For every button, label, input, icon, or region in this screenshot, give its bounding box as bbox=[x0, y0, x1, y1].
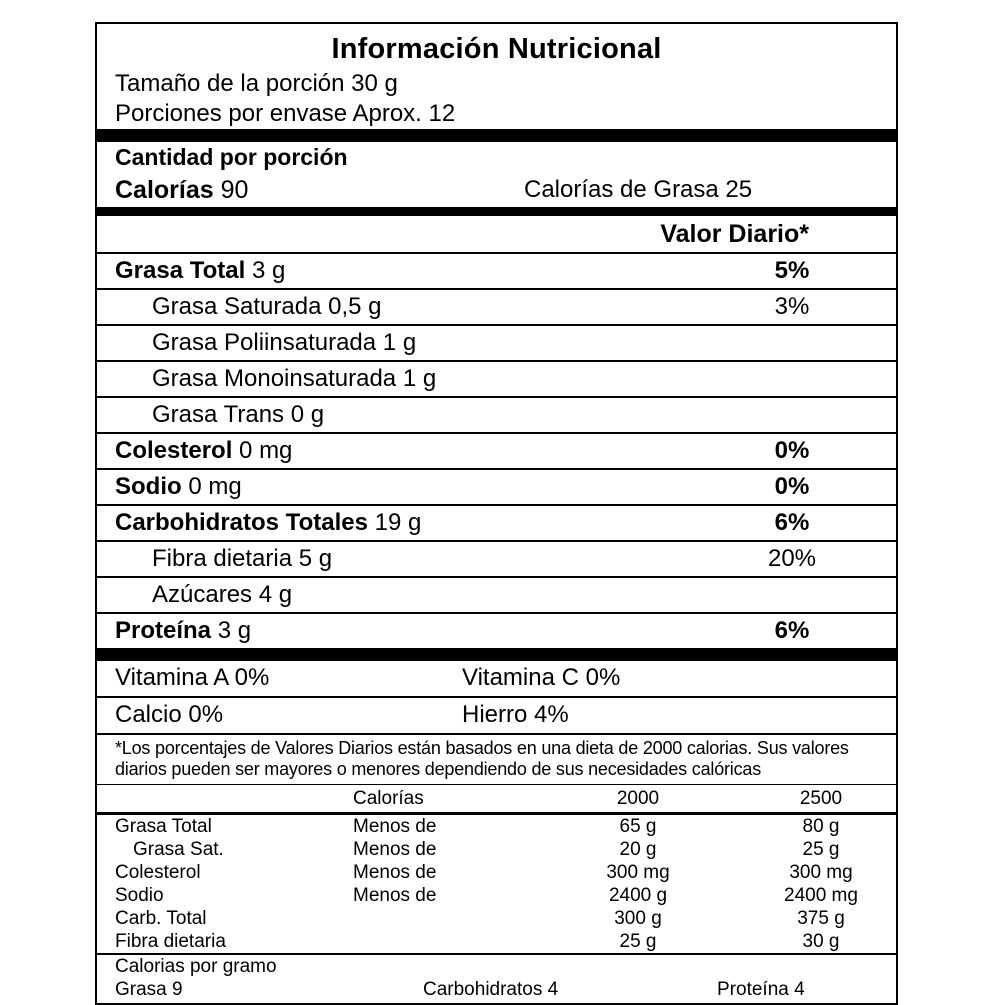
reference-table-cell: 300 mg bbox=[789, 862, 853, 883]
reference-table-cell: 25 g bbox=[802, 839, 840, 860]
reference-header-cell: 2500 bbox=[799, 788, 843, 809]
nutrient-name: Azúcares bbox=[152, 581, 253, 608]
reference-header-cell: 2000 bbox=[616, 788, 660, 809]
nutrient-daily-value: 6% bbox=[774, 509, 810, 536]
reference-table-row bbox=[97, 907, 914, 930]
daily-value-footnote: *Los porcentajes de Valores Diarios están basados en una dieta de 2000 calorias. Sus valores diarios pueden ser mayores o menores dependiendo de sus necesidades calóricas bbox=[115, 738, 849, 779]
nutrient-name: Grasa Total bbox=[115, 257, 246, 284]
nutrient-daily-value: 6% bbox=[774, 617, 810, 644]
reference-table-cell: 375 g bbox=[797, 908, 845, 929]
reference-table-cell bbox=[353, 930, 548, 953]
nutrient-name: Colesterol bbox=[115, 437, 233, 464]
calories-per-gram-protein: Proteína 4 bbox=[717, 979, 805, 1000]
nutrient-row bbox=[97, 396, 896, 432]
reference-header-row bbox=[97, 785, 914, 812]
vitamin-list bbox=[97, 661, 896, 733]
nutrient-row bbox=[97, 360, 896, 396]
calories-label: Calorías bbox=[115, 176, 214, 204]
reference-table-cell: Grasa Total bbox=[115, 816, 212, 837]
calories-per-gram-fat: Grasa 9 bbox=[115, 979, 183, 1000]
nutrient-name: Fibra dietaria bbox=[152, 545, 293, 572]
reference-table-cell: 30 g bbox=[802, 931, 840, 952]
reference-table-cell: 20 g bbox=[619, 839, 657, 860]
nutrient-value: 3 g bbox=[217, 617, 252, 644]
calories-per-gram-carbs: Carbohidratos 4 bbox=[423, 979, 559, 1000]
reference-table-cell: Menos de bbox=[353, 839, 437, 860]
serving-size: Tamaño de la porción 30 g bbox=[115, 70, 398, 97]
reference-header-cell: Calorías bbox=[353, 788, 424, 809]
divider-medium bbox=[97, 207, 896, 216]
reference-table-cell: Grasa Sat. bbox=[133, 839, 224, 860]
nutrient-daily-value: 0% bbox=[774, 437, 810, 464]
nutrient-daily-value: 3% bbox=[774, 293, 810, 320]
nutrient-row bbox=[97, 288, 896, 324]
page-title: Información Nutricional bbox=[331, 33, 662, 65]
nutrient-row bbox=[97, 504, 896, 540]
reference-table bbox=[97, 785, 914, 812]
reference-table-cell: Fibra dietaria bbox=[115, 931, 226, 952]
reference-table-row bbox=[97, 815, 914, 838]
nutrient-value: 0 mg bbox=[239, 437, 293, 464]
nutrient-row bbox=[97, 468, 896, 504]
nutrient-value: 0,5 g bbox=[328, 293, 382, 320]
nutrient-value: 4 g bbox=[258, 581, 293, 608]
servings-per-container: Porciones por envase Aprox. 12 bbox=[115, 100, 456, 127]
amount-per-serving-label: Cantidad por porción bbox=[115, 144, 348, 170]
reference-table-row bbox=[97, 838, 914, 861]
nutrient-name: Grasa Saturada bbox=[152, 293, 322, 320]
reference-table-row bbox=[97, 930, 914, 953]
nutrient-value: 3 g bbox=[251, 257, 286, 284]
reference-table-cell: Menos de bbox=[353, 862, 437, 883]
nutrient-value: 1 g bbox=[382, 329, 417, 356]
nutrient-value: 0 g bbox=[290, 401, 325, 428]
reference-table-wrapper bbox=[97, 784, 896, 812]
daily-value-header-row bbox=[97, 216, 896, 252]
reference-table-cell: 65 g bbox=[619, 816, 657, 837]
nutrient-daily-value: 20% bbox=[767, 545, 817, 572]
nutrition-facts-panel bbox=[95, 22, 898, 1005]
nutrient-name: Grasa Poliinsaturada bbox=[152, 329, 377, 356]
reference-table-cell bbox=[353, 907, 548, 930]
calories-per-gram-heading: Calorias por gramo bbox=[115, 956, 277, 977]
nutrient-name: Proteína bbox=[115, 617, 212, 644]
calories-per-gram-row bbox=[97, 978, 896, 1003]
reference-table-cell: Carb. Total bbox=[115, 908, 207, 929]
reference-table-cell: 300 g bbox=[614, 908, 662, 929]
vitamin-left: Vitamina A 0% bbox=[115, 664, 270, 691]
calories-value: 90 bbox=[220, 176, 249, 204]
nutrient-name: Grasa Trans bbox=[152, 401, 285, 428]
reference-table-cell: Menos de bbox=[353, 885, 437, 906]
reference-table-body-wrapper bbox=[97, 812, 896, 953]
daily-value-header: Valor Diario* bbox=[660, 220, 809, 248]
vitamin-left: Calcio 0% bbox=[115, 701, 224, 728]
nutrient-list bbox=[97, 252, 896, 648]
divider-thick-top bbox=[97, 129, 896, 142]
reference-table-row bbox=[97, 861, 914, 884]
reference-table-cell: 300 mg bbox=[606, 862, 670, 883]
nutrient-name: Sodio bbox=[115, 473, 182, 500]
nutrient-value: 0 mg bbox=[188, 473, 242, 500]
nutrient-row bbox=[97, 432, 896, 468]
nutrient-name: Carbohidratos Totales bbox=[115, 509, 368, 536]
reference-table-cell: 80 g bbox=[802, 816, 840, 837]
vitamin-right: Vitamina C 0% bbox=[462, 664, 621, 691]
calories-row bbox=[97, 173, 896, 207]
reference-table-row bbox=[97, 884, 914, 907]
nutrient-row bbox=[97, 324, 896, 360]
nutrient-row bbox=[97, 252, 896, 288]
reference-table-cell: Colesterol bbox=[115, 862, 201, 883]
calories-from-fat: Calorías de Grasa 25 bbox=[524, 176, 753, 203]
nutrient-row bbox=[97, 576, 896, 612]
reference-header-cell bbox=[97, 785, 353, 812]
nutrient-value: 19 g bbox=[374, 509, 422, 536]
nutrient-daily-value: 0% bbox=[774, 473, 810, 500]
divider-thick-vitamins bbox=[97, 648, 896, 661]
nutrient-value: 1 g bbox=[402, 365, 437, 392]
vitamin-row bbox=[97, 661, 896, 696]
reference-table-cell: 2400 mg bbox=[784, 885, 858, 906]
reference-table-body bbox=[97, 815, 914, 953]
reference-table-cell: Menos de bbox=[353, 816, 437, 837]
nutrient-row bbox=[97, 540, 896, 576]
nutrient-row bbox=[97, 612, 896, 648]
nutrient-value: 5 g bbox=[298, 545, 333, 572]
reference-table-cell: 2400 g bbox=[608, 885, 668, 906]
reference-table-cell: 25 g bbox=[619, 931, 657, 952]
reference-table-cell: Sodio bbox=[115, 885, 164, 906]
nutrient-name: Grasa Monoinsaturada bbox=[152, 365, 397, 392]
vitamin-row bbox=[97, 696, 896, 733]
vitamin-right: Hierro 4% bbox=[462, 701, 569, 728]
nutrient-daily-value: 5% bbox=[774, 257, 810, 284]
